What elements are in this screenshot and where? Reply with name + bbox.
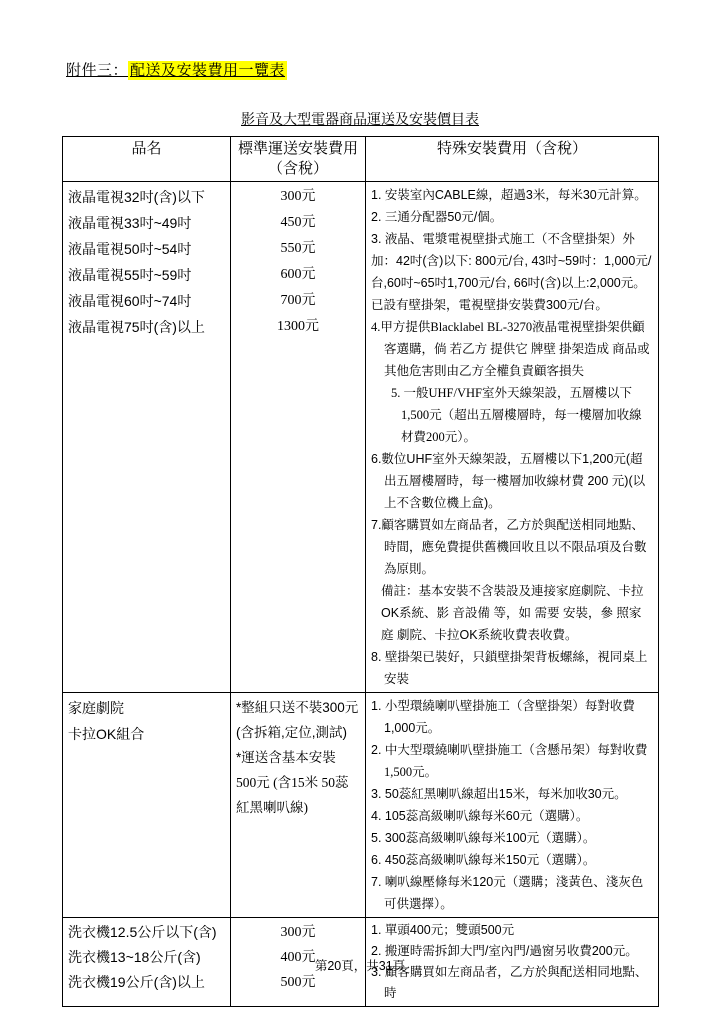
product-cell: 洗衣機12.5公斤以下(含) 洗衣機13~18公斤(含) 洗衣機19公斤(含)以上 — [63, 918, 231, 1007]
special-note: 3. 顧客購買如左商品者，乙方於與配送相同地點、時 — [371, 965, 648, 1000]
attachment-title-label: 附件三： — [66, 62, 129, 79]
attachment-title — [66, 60, 287, 82]
special-note: 7. 喇叭線壓條每米120元（選購；淺黃色、淺灰色可供選擇）。 — [371, 875, 644, 911]
special-note: 8. 壁掛架已裝好，只鎖壁掛架背板螺絲，視同桌上安裝 — [371, 650, 648, 686]
table-row-lcd-tv — [63, 182, 659, 693]
header-product: 品名 — [63, 137, 231, 182]
product-cell: 液晶電視32吋(含)以下 液晶電視33吋~49吋 液晶電視50吋~54吋 液晶電視55吋~59吋 液晶電視60吋~74吋 液晶電視75吋(含)以上 — [63, 182, 231, 693]
special-note: 4. 105蕊高級喇叭線每米60元（選購）。 — [371, 809, 589, 823]
product-cell: 家庭劇院 卡拉OK組合 — [63, 693, 231, 918]
standard-fee-cell: 300元 450元 550元 600元 700元 1300元 — [231, 182, 366, 693]
special-note: 5. 一般UHF/VHF室外天線架設，五層樓以下1,500元（超出五層樓層時，每一樓層加收線材費200元）。 — [391, 386, 642, 444]
special-note: 1. 單頭400元；雙頭500元 — [371, 923, 515, 937]
price-table — [62, 136, 659, 1007]
header-row — [63, 137, 659, 182]
standard-fee-cell: *整組只送不裝300元 (含拆箱,定位,測試) *運送含基本安裝 500元 (含15米 50蕊紅黑喇叭線) — [231, 693, 366, 918]
special-note: 2. 搬運時需拆卸大門/室內門/過窗另收費200元。 — [371, 944, 638, 958]
page-number: 第20頁，共31頁 — [314, 959, 406, 973]
special-fee-cell — [366, 693, 659, 918]
special-note: 已設有壁掛架，電視壁掛安裝費300元/台。 — [371, 298, 608, 312]
special-note: 5. 300蕊高級喇叭線每米100元（選購）。 — [371, 831, 596, 845]
special-note: 3. 50蕊紅黑喇叭線超出15米，每米加收30元。 — [371, 787, 627, 801]
special-note: 2. 三通分配器50元/個。 — [371, 210, 503, 224]
special-note: 2. 中大型環繞喇叭壁掛施工（含懸吊架）每對收費 — [371, 743, 648, 757]
header-special-fee: 特殊安裝費用（含稅） — [366, 137, 659, 182]
standard-fee-cell: 300元 400元 500元 — [231, 918, 366, 1007]
special-fee-cell — [366, 182, 659, 693]
special-note: 6.數位UHF室外天線架設，五層樓以下1,200元(超出五層樓層時，每一樓層加收線材費 200 元)(以上不含數位機上盒)。 — [371, 452, 646, 510]
special-note: 1. 安裝室內CABLE線，超過3米，每米30元計算。 — [371, 188, 647, 202]
special-note: 7.顧客購買如左商品者，乙方於與配送相同地點、時間，應免費提供舊機回收且以不限品項及台數為原則。 — [371, 518, 647, 576]
special-note: 4.甲方提供Blacklabel BL-3270液晶電視壁掛架供顧客選購，倘 若乙方 提供它 牌壁 掛架造成 商品或 其他危害則由乙方全權負責顧客損失 — [371, 320, 650, 378]
table-title: 影音及大型電器商品運送及安裝價目表 — [241, 111, 479, 127]
special-note: 1,500元。 — [384, 765, 438, 779]
special-note: 6. 450蕊高級喇叭線每米150元（選購）。 — [371, 853, 596, 867]
special-note: 1. 小型環繞喇叭壁掛施工（含壁掛架）每對收費1,000元。 — [371, 699, 635, 735]
header-standard-fee: 標準運送安裝費用 （含稅） — [231, 137, 366, 182]
special-note: 3. 液晶、電漿電視壁掛式施工（不含壁掛架）外加：42吋(含)以下: 800元/台, 43吋~59吋：1,000元/台,60吋~65吋1,700元/台, 66吋(含)以上:2,000元。 — [371, 232, 652, 290]
special-note: 備註：基本安裝不含裝設及連接家庭劇院、卡拉OK系統、影 音設備 等，如 需要 安裝，參 照家庭 劇院、卡拉OK系統收費表收費。 — [381, 584, 644, 642]
table-row-home-theater — [63, 693, 659, 918]
attachment-title-highlight: 配送及安裝費用一覽表 — [130, 62, 286, 79]
